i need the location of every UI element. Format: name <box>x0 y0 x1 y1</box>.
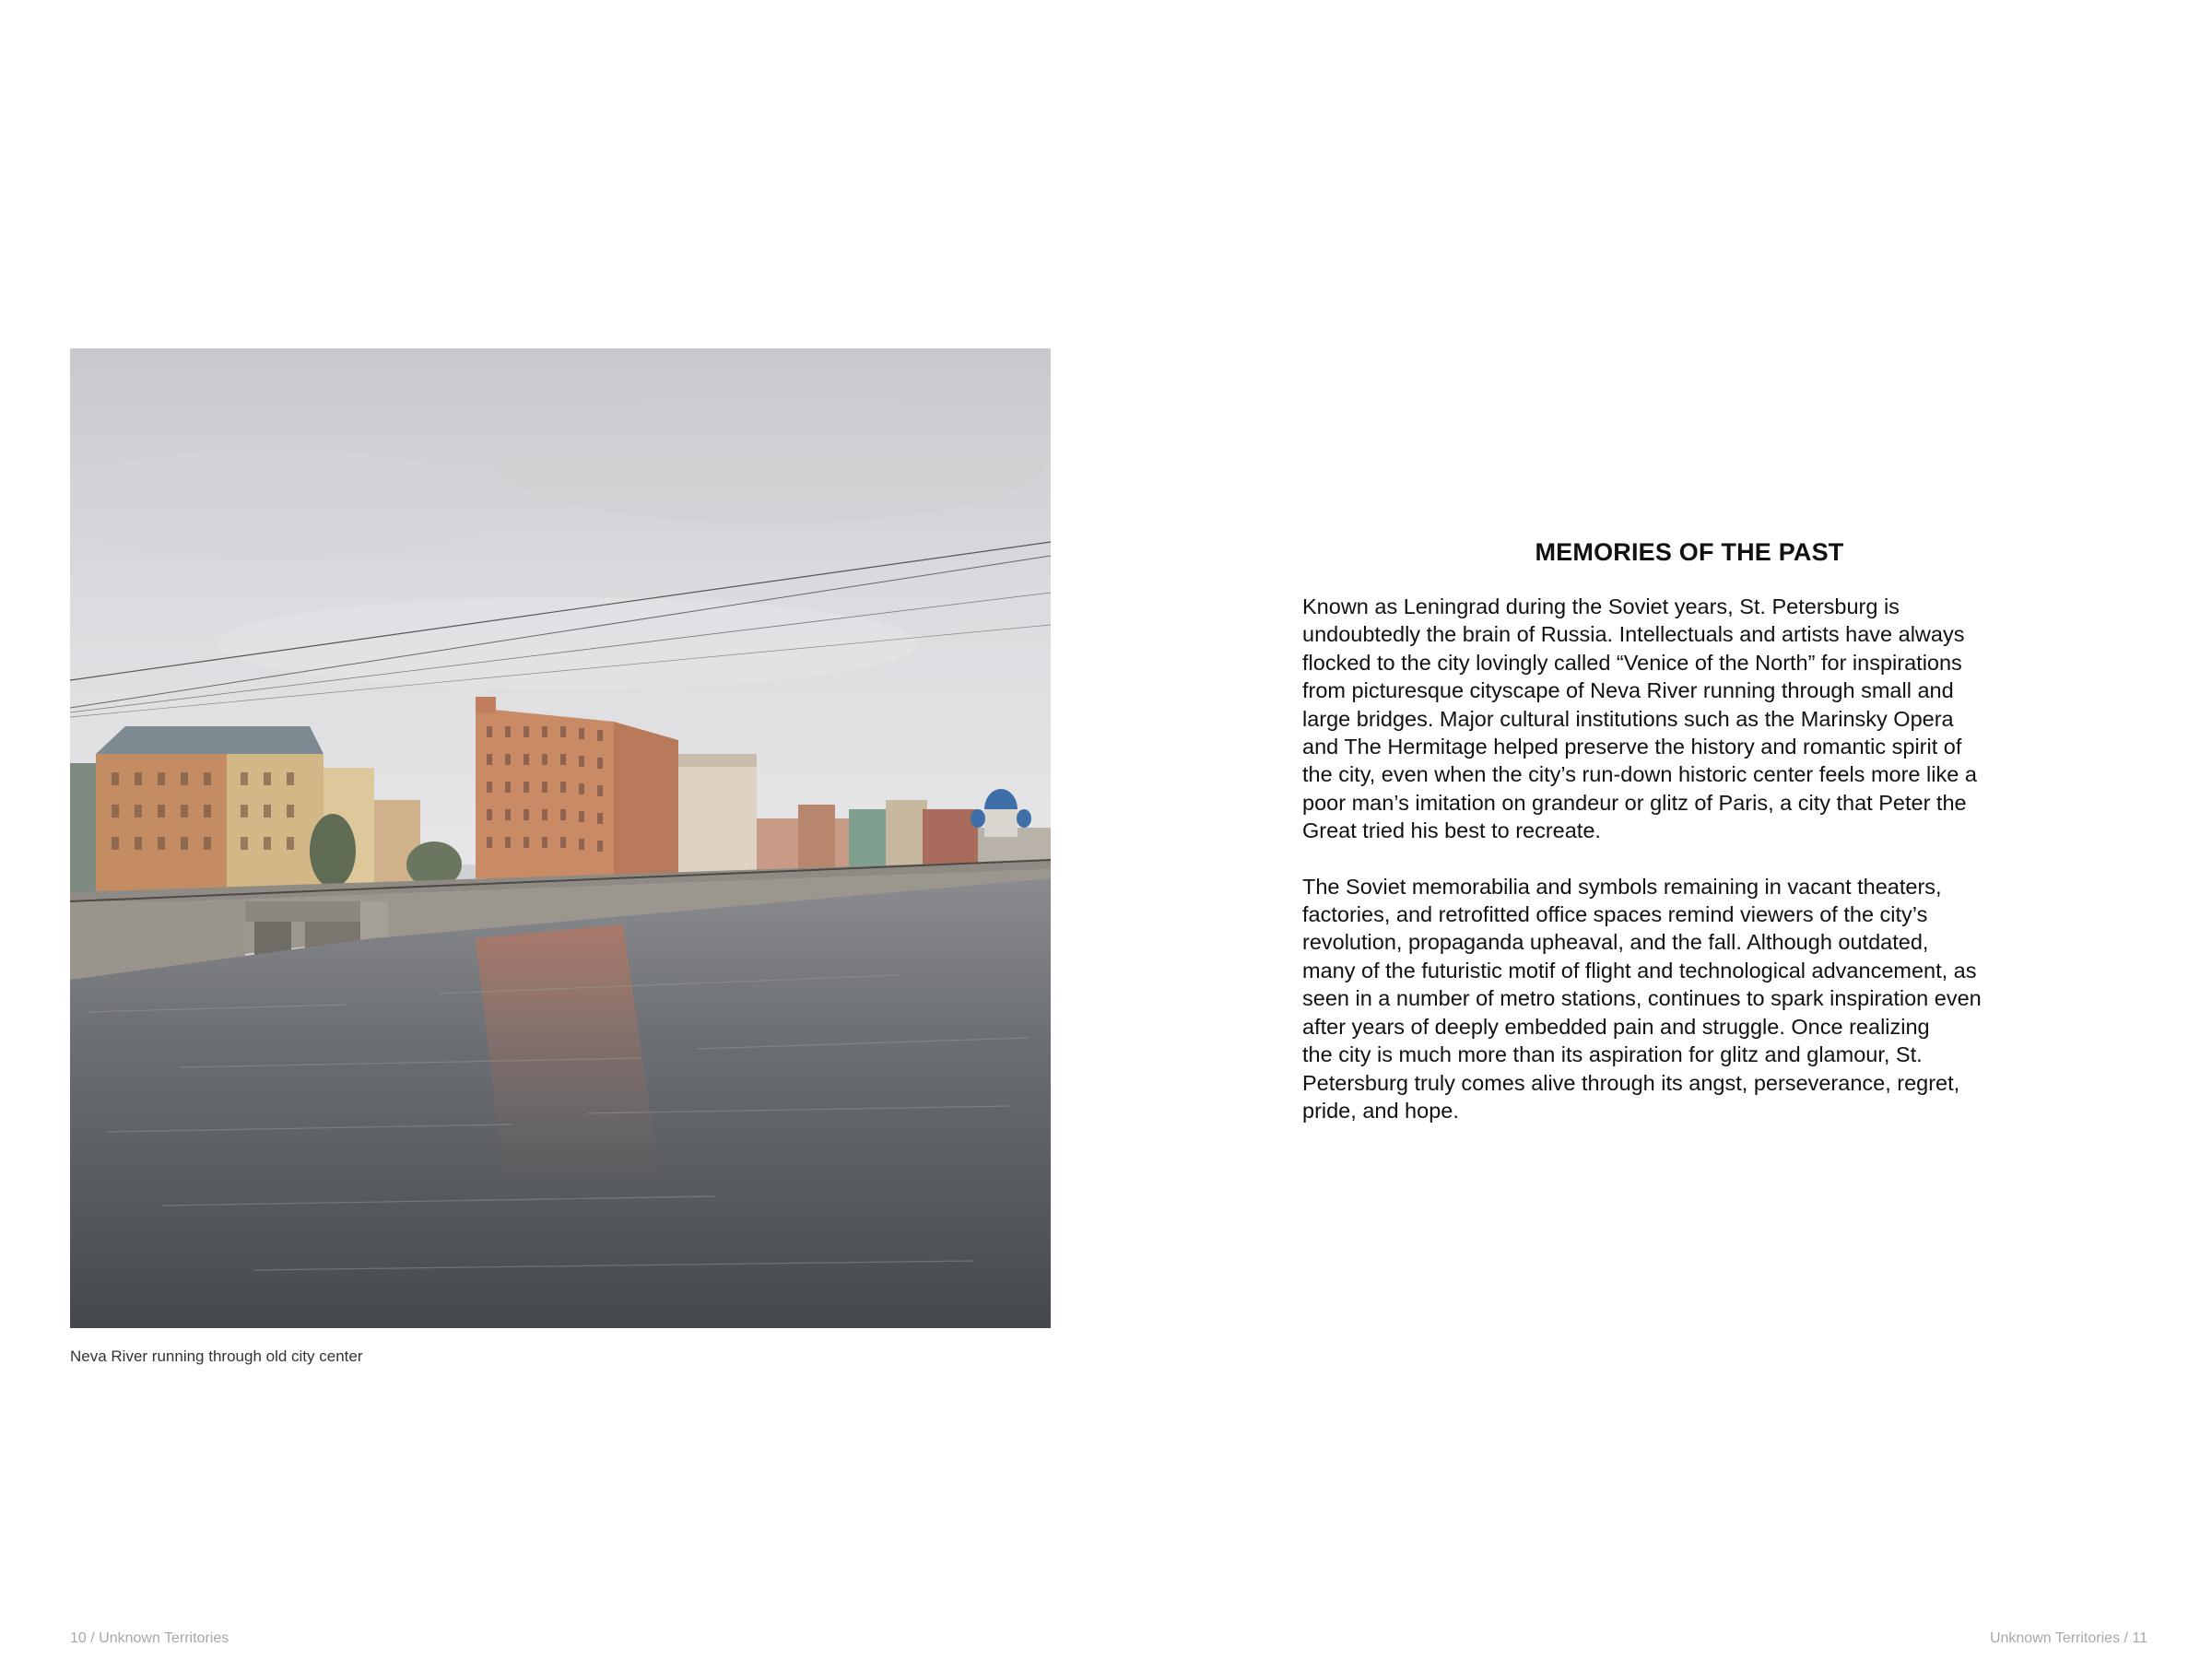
article <box>1302 538 2058 1124</box>
folio-right: Unknown Territories / 11 <box>1989 1630 2147 1646</box>
paragraph-2 <box>1302 873 2058 1125</box>
paragraph-line: Petersburg truly comes alive through its angst, perseverance, regret, <box>1302 1070 1960 1095</box>
paragraph-line: large bridges. Major cultural institutions such as the Marinsky Opera <box>1302 706 1954 731</box>
paragraph-line: The Soviet memorabilia and symbols remaining in vacant theaters, <box>1302 874 1942 899</box>
paragraph-line: the city is much more than its aspiration for glitz and glamour, St. <box>1302 1042 1923 1067</box>
paragraph-line: factories, and retrofitted office spaces remind viewers of the city’s <box>1302 902 1928 927</box>
paragraph-spacer <box>1302 845 2058 873</box>
paragraph-line: Great tried his best to recreate. <box>1302 818 1601 843</box>
paragraph-line: many of the futuristic motif of flight and technological advancement, as <box>1302 958 1977 982</box>
paragraph-line: from picturesque cityscape of Neva River running through small and <box>1302 678 1954 703</box>
paragraph-line: Known as Leningrad during the Soviet years, St. Petersburg is <box>1302 594 1900 618</box>
paragraph-line: undoubtedly the brain of Russia. Intellectuals and artists have always <box>1302 622 1965 647</box>
paragraph-line: seen in a number of metro stations, continues to spark inspiration even <box>1302 986 1982 1011</box>
photo-caption: Neva River running through old city center <box>70 1347 363 1365</box>
article-heading: MEMORIES OF THE PAST <box>1535 538 1844 566</box>
paragraph-line: poor man’s imitation on grandeur or glitz of Paris, a city that Peter the <box>1302 790 1967 815</box>
paragraph-line: the city, even when the city’s run-down historic center feels more like a <box>1302 762 1977 787</box>
paragraph-line: and The Hermitage helped preserve the history and romantic spirit of <box>1302 735 1962 759</box>
neva-river-photo <box>70 348 1051 1328</box>
paragraph-1 <box>1302 593 2058 845</box>
paragraph-line: flocked to the city lovingly called “Venice of the North” for inspirations <box>1302 650 1962 675</box>
folio-left: 10 / Unknown Territories <box>70 1630 229 1646</box>
paragraph-line: after years of deeply embedded pain and struggle. Once realizing <box>1302 1014 1930 1039</box>
paragraph-line: pride, and hope. <box>1302 1098 1459 1123</box>
paragraph-line: revolution, propaganda upheaval, and the fall. Although outdated, <box>1302 930 1929 955</box>
